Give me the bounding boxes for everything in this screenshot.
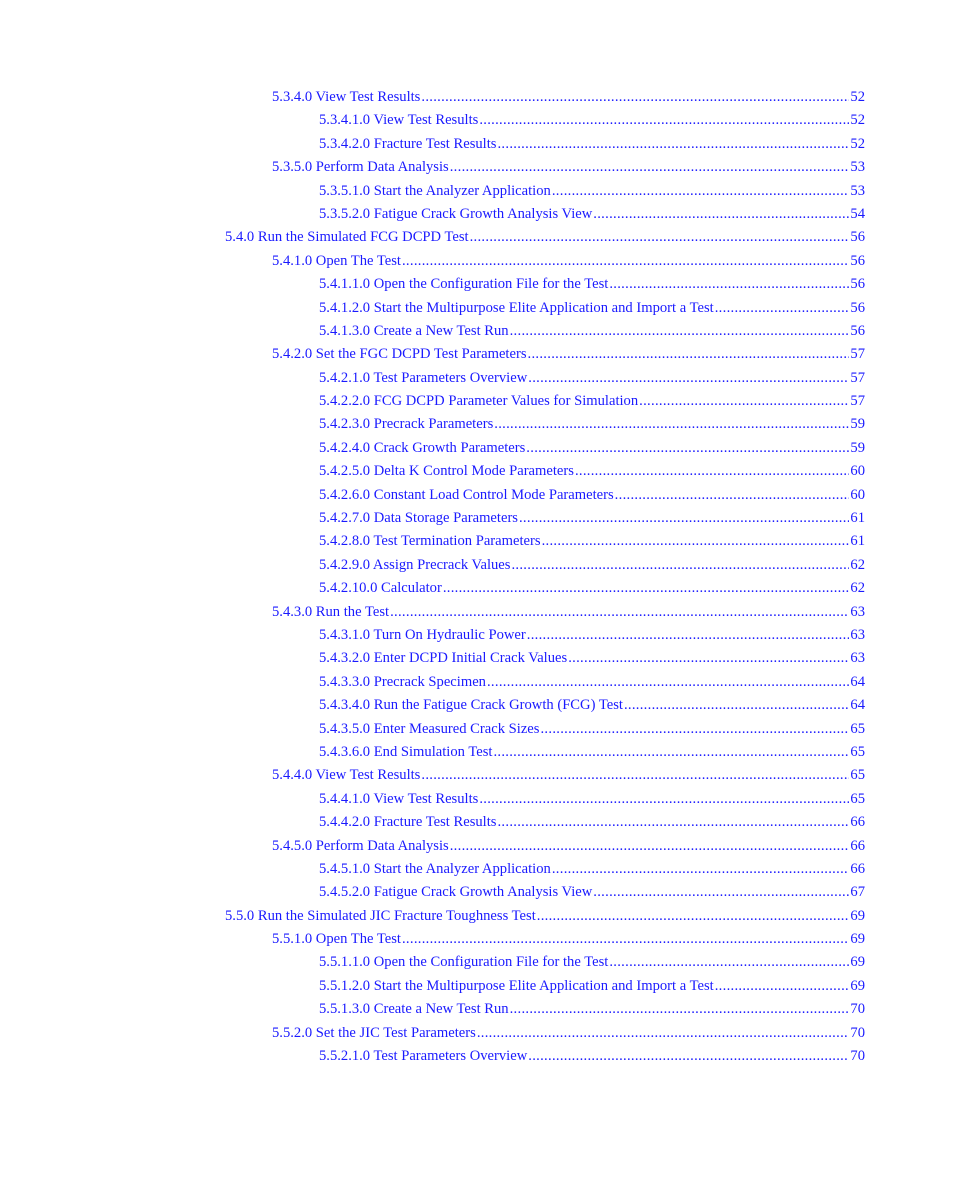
toc-entry[interactable] xyxy=(319,718,865,741)
toc-entry-title: 5.4.2.4.0 Crack Growth Parameters xyxy=(319,439,526,456)
toc-entry-title: 5.4.5.0 Perform Data Analysis xyxy=(272,837,449,854)
toc-entry[interactable] xyxy=(319,975,865,998)
toc-entry-title: 5.4.3.5.0 Enter Measured Crack Sizes xyxy=(319,720,540,737)
toc-entry[interactable] xyxy=(319,530,865,553)
toc-dot-leader xyxy=(477,1022,850,1045)
toc-dot-leader xyxy=(497,133,849,156)
toc-entry[interactable] xyxy=(319,297,865,320)
toc-entry[interactable] xyxy=(319,484,865,507)
toc-entry-page-number: 59 xyxy=(850,439,865,456)
toc-dot-leader xyxy=(552,180,850,203)
toc-entry-title: 5.4.2.1.0 Test Parameters Overview xyxy=(319,369,528,386)
toc-entry[interactable] xyxy=(319,811,865,834)
toc-dot-leader xyxy=(493,741,849,764)
toc-entry[interactable] xyxy=(319,554,865,577)
toc-entry-title: 5.4.2.8.0 Test Termination Parameters xyxy=(319,533,541,550)
toc-entry-page-number: 65 xyxy=(850,720,865,737)
toc-entry[interactable] xyxy=(319,951,865,974)
toc-entry-title: 5.4.3.1.0 Turn On Hydraulic Power xyxy=(319,626,526,643)
toc-entry-title: 5.5.2.1.0 Test Parameters Overview xyxy=(319,1048,528,1065)
toc-entry[interactable] xyxy=(319,1045,865,1068)
toc-entry[interactable] xyxy=(319,320,865,343)
toc-entry-page-number: 56 xyxy=(850,276,865,293)
toc-dot-leader xyxy=(479,109,849,132)
toc-entry-title: 5.4.2.3.0 Precrack Parameters xyxy=(319,416,494,433)
toc-entry-page-number: 53 xyxy=(850,159,865,176)
toc-dot-leader xyxy=(402,250,849,273)
toc-entry-page-number: 52 xyxy=(850,112,865,129)
toc-entry-page-number: 66 xyxy=(850,860,865,877)
toc-entry-title: 5.4.1.0 Open The Test xyxy=(272,252,401,269)
toc-entry-page-number: 67 xyxy=(850,884,865,901)
toc-entry-page-number: 56 xyxy=(850,299,865,316)
toc-entry-title: 5.4.3.6.0 End Simulation Test xyxy=(319,743,493,760)
toc-entry[interactable] xyxy=(319,203,865,226)
toc-entry[interactable] xyxy=(319,437,865,460)
toc-entry-page-number: 57 xyxy=(850,369,865,386)
toc-dot-leader xyxy=(390,601,849,624)
toc-entry-page-number: 64 xyxy=(850,673,865,690)
toc-entry-page-number: 69 xyxy=(850,907,865,924)
toc-entry-page-number: 66 xyxy=(850,814,865,831)
toc-entry[interactable] xyxy=(272,250,865,273)
toc-dot-leader xyxy=(511,554,849,577)
toc-entry-page-number: 52 xyxy=(850,135,865,152)
toc-dot-leader xyxy=(552,858,850,881)
toc-dot-leader xyxy=(450,835,850,858)
toc-entry-title: 5.5.1.2.0 Start the Multipurpose Elite Application and Import a Test xyxy=(319,977,714,994)
toc-entry-title: 5.4.0 Run the Simulated FCG DCPD Test xyxy=(225,229,469,246)
toc-dot-leader xyxy=(542,530,850,553)
toc-entry-page-number: 56 xyxy=(850,229,865,246)
toc-entry-title: 5.5.1.0 Open The Test xyxy=(272,931,401,948)
toc-entry-title: 5.4.2.6.0 Constant Load Control Mode Parameters xyxy=(319,486,614,503)
toc-dot-leader xyxy=(487,671,849,694)
toc-entry-page-number: 52 xyxy=(850,89,865,105)
toc-entry[interactable] xyxy=(319,998,865,1021)
table-of-contents xyxy=(0,86,954,1068)
toc-entry[interactable] xyxy=(272,156,865,179)
toc-dot-leader xyxy=(497,811,849,834)
toc-entry-title: 5.4.4.1.0 View Test Results xyxy=(319,790,479,807)
toc-entry[interactable] xyxy=(319,788,865,811)
toc-entry-page-number: 57 xyxy=(850,346,865,363)
toc-dot-leader xyxy=(402,928,849,951)
toc-dot-leader xyxy=(528,367,849,390)
toc-entry-page-number: 59 xyxy=(850,416,865,433)
toc-entry-title: 5.3.5.1.0 Start the Analyzer Application xyxy=(319,182,551,199)
toc-entry-title: 5.4.2.9.0 Assign Precrack Values xyxy=(319,556,511,573)
toc-entry-title: 5.3.4.1.0 View Test Results xyxy=(319,112,479,129)
toc-entry-title: 5.4.4.0 View Test Results xyxy=(272,767,421,784)
toc-dot-leader xyxy=(479,788,849,811)
toc-entry-title: 5.4.3.3.0 Precrack Specimen xyxy=(319,673,486,690)
toc-entry-page-number: 62 xyxy=(850,580,865,597)
toc-entry-page-number: 70 xyxy=(850,1048,865,1065)
toc-entry-page-number: 60 xyxy=(850,486,865,503)
toc-entry[interactable] xyxy=(319,180,865,203)
toc-entry[interactable] xyxy=(319,647,865,670)
toc-dot-leader xyxy=(715,975,850,998)
toc-dot-leader xyxy=(540,718,849,741)
toc-entry-title: 5.3.4.0 View Test Results xyxy=(272,89,421,105)
toc-entry-page-number: 53 xyxy=(850,182,865,199)
toc-entry-page-number: 70 xyxy=(850,1024,865,1041)
toc-entry-page-number: 63 xyxy=(850,626,865,643)
toc-entry-title: 5.4.2.5.0 Delta K Control Mode Parameters xyxy=(319,463,574,480)
toc-dot-leader xyxy=(443,577,850,600)
toc-dot-leader xyxy=(526,437,849,460)
toc-dot-leader xyxy=(593,203,849,226)
toc-dot-leader xyxy=(528,1045,849,1068)
toc-entry[interactable] xyxy=(272,835,865,858)
toc-entry-page-number: 66 xyxy=(850,837,865,854)
toc-entry-title: 5.5.2.0 Set the JIC Test Parameters xyxy=(272,1024,476,1041)
toc-dot-leader xyxy=(510,320,850,343)
toc-entry-title: 5.4.2.10.0 Calculator xyxy=(319,580,442,597)
toc-entry-title: 5.3.5.0 Perform Data Analysis xyxy=(272,159,449,176)
toc-dot-leader xyxy=(528,343,850,366)
toc-entry-page-number: 69 xyxy=(850,954,865,971)
toc-entry-title: 5.4.2.2.0 FCG DCPD Parameter Values for Simulation xyxy=(319,393,639,410)
toc-entry-page-number: 69 xyxy=(850,977,865,994)
toc-entry-title: 5.4.2.0 Set the FGC DCPD Test Parameters xyxy=(272,346,527,363)
toc-dot-leader xyxy=(421,764,849,787)
toc-entry-title: 5.3.4.2.0 Fracture Test Results xyxy=(319,135,497,152)
toc-entry[interactable] xyxy=(319,671,865,694)
toc-entry-title: 5.4.4.2.0 Fracture Test Results xyxy=(319,814,497,831)
toc-dot-leader xyxy=(450,156,850,179)
toc-entry[interactable] xyxy=(319,367,865,390)
toc-entry-title: 5.5.1.3.0 Create a New Test Run xyxy=(319,1001,509,1018)
toc-dot-leader xyxy=(575,460,849,483)
toc-dot-leader xyxy=(593,881,849,904)
toc-dot-leader xyxy=(715,297,850,320)
toc-entry[interactable] xyxy=(272,1022,865,1045)
toc-entry[interactable] xyxy=(225,905,865,928)
toc-entry[interactable] xyxy=(319,460,865,483)
toc-entry-title: 5.4.5.2.0 Fatigue Crack Growth Analysis View xyxy=(319,884,593,901)
toc-entry-title: 5.5.0 Run the Simulated JIC Fracture Toughness Test xyxy=(225,907,536,924)
toc-entry-page-number: 60 xyxy=(850,463,865,480)
toc-entry-page-number: 61 xyxy=(850,533,865,550)
toc-entry[interactable] xyxy=(225,226,865,249)
toc-entry-page-number: 62 xyxy=(850,556,865,573)
toc-entry-page-number: 56 xyxy=(850,322,865,339)
toc-dot-leader xyxy=(537,905,850,928)
toc-entry[interactable] xyxy=(319,858,865,881)
toc-entry[interactable] xyxy=(319,881,865,904)
toc-entry[interactable] xyxy=(272,343,865,366)
toc-dot-leader xyxy=(510,998,850,1021)
toc-entry-page-number: 65 xyxy=(850,767,865,784)
toc-dot-leader xyxy=(421,86,849,109)
toc-dot-leader xyxy=(519,507,849,530)
toc-entry-title: 5.4.1.3.0 Create a New Test Run xyxy=(319,322,509,339)
toc-entry-page-number: 63 xyxy=(850,603,865,620)
toc-entry-title: 5.4.2.7.0 Data Storage Parameters xyxy=(319,510,518,527)
toc-dot-leader xyxy=(615,484,850,507)
toc-entry-page-number: 63 xyxy=(850,650,865,667)
toc-entry[interactable] xyxy=(319,741,865,764)
toc-entry-title: 5.4.1.2.0 Start the Multipurpose Elite Application and Import a Test xyxy=(319,299,714,316)
toc-entry-title: 5.5.1.1.0 Open the Configuration File for the Test xyxy=(319,954,609,971)
toc-entry-page-number: 57 xyxy=(850,393,865,410)
toc-dot-leader xyxy=(494,413,849,436)
toc-dot-leader xyxy=(470,226,850,249)
toc-entry-page-number: 56 xyxy=(850,252,865,269)
toc-entry[interactable] xyxy=(272,86,865,109)
toc-entry-title: 5.4.1.1.0 Open the Configuration File for the Test xyxy=(319,276,609,293)
toc-entry[interactable] xyxy=(272,928,865,951)
toc-entry[interactable] xyxy=(272,601,865,624)
toc-entry[interactable] xyxy=(272,764,865,787)
toc-entry[interactable] xyxy=(319,413,865,436)
toc-entry-title: 5.4.3.4.0 Run the Fatigue Crack Growth (FCG) Test xyxy=(319,697,623,714)
toc-entry[interactable] xyxy=(319,694,865,717)
toc-entry-title: 5.4.3.0 Run the Test xyxy=(272,603,390,620)
toc-entry[interactable] xyxy=(319,273,865,296)
toc-entry[interactable] xyxy=(319,624,865,647)
toc-dot-leader xyxy=(624,694,849,717)
toc-entry-title: 5.4.5.1.0 Start the Analyzer Application xyxy=(319,860,551,877)
toc-entry-page-number: 65 xyxy=(850,790,865,807)
toc-dot-leader xyxy=(609,951,849,974)
toc-dot-leader xyxy=(568,647,849,670)
toc-entry-title: 5.3.5.2.0 Fatigue Crack Growth Analysis View xyxy=(319,205,593,222)
toc-dot-leader xyxy=(609,273,849,296)
toc-entry-title: 5.4.3.2.0 Enter DCPD Initial Crack Values xyxy=(319,650,568,667)
toc-entry-page-number: 69 xyxy=(850,931,865,948)
toc-entry[interactable] xyxy=(319,133,865,156)
toc-entry-page-number: 65 xyxy=(850,743,865,760)
toc-dot-leader xyxy=(639,390,849,413)
toc-entry[interactable] xyxy=(319,390,865,413)
toc-entry-page-number: 70 xyxy=(850,1001,865,1018)
toc-entry-page-number: 64 xyxy=(850,697,865,714)
toc-dot-leader xyxy=(527,624,850,647)
toc-entry-page-number: 61 xyxy=(850,510,865,527)
toc-entry[interactable] xyxy=(319,109,865,132)
toc-entry[interactable] xyxy=(319,577,865,600)
toc-entry[interactable] xyxy=(319,507,865,530)
toc-entry-page-number: 54 xyxy=(850,205,865,222)
